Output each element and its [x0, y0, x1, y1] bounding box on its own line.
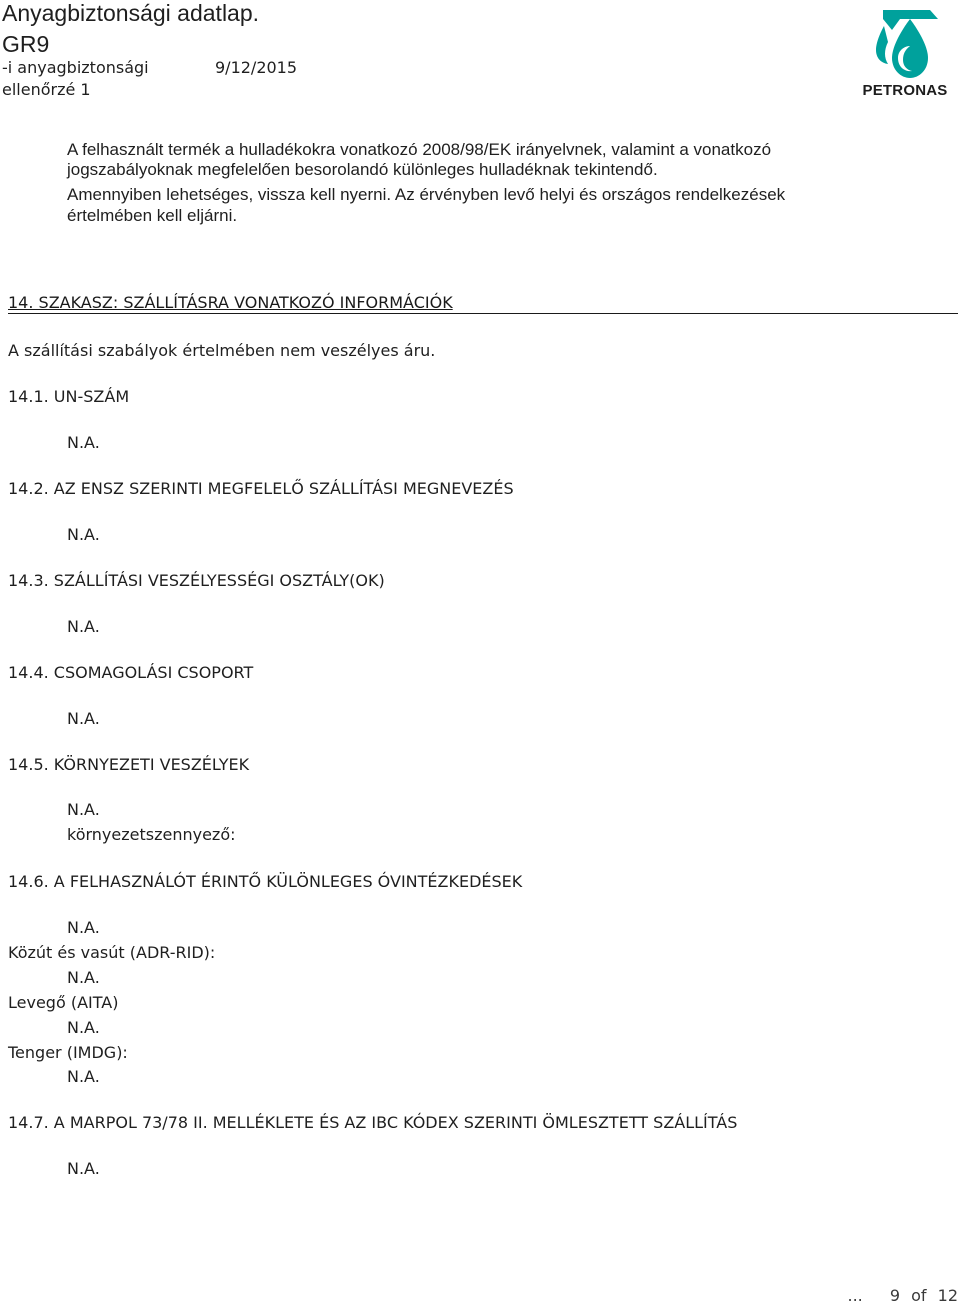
value-14-7: N.A. [67, 1159, 100, 1178]
product-code: GR9 [2, 31, 50, 57]
logo-wordmark: PETRONAS [862, 82, 948, 99]
petronas-drop-icon [862, 6, 948, 82]
value-14-5: N.A. [67, 800, 100, 819]
heading-14-3: 14.3. SZÁLLÍTÁSI VESZÉLYESSÉGI OSZTÁLY(OK) [8, 571, 385, 590]
sea-value: N.A. [67, 1067, 100, 1086]
section-14-title: 14. SZAKASZ: SZÁLLÍTÁSRA VONATKOZÓ INFORMÁCIÓK [8, 293, 958, 314]
sea-label: Tenger (IMDG): [8, 1043, 128, 1062]
road-rail-value: N.A. [67, 968, 100, 987]
page-total: 12 [937, 1286, 958, 1305]
document-title: Anyagbiztonsági adatlap. [2, 0, 260, 26]
page-ellipsis: ... [847, 1286, 863, 1305]
value-14-4: N.A. [67, 709, 100, 728]
value-14-6: N.A. [67, 918, 100, 937]
value-14-2: N.A. [67, 525, 100, 544]
pollutant-label: környezetszennyező: [67, 825, 236, 844]
revision-date: 9/12/2015 [215, 58, 298, 77]
page-indicator [847, 1286, 958, 1305]
disposal-line-1: A felhasznált termék a hulladékokra vonatkozó 2008/98/EK irányelvnek, valamint a vonatkozó [67, 140, 772, 159]
page-of-label: of [911, 1286, 927, 1305]
heading-14-2: 14.2. AZ ENSZ SZERINTI MEGFELELŐ SZÁLLÍTÁSI MEGNEVEZÉS [8, 479, 514, 498]
heading-14-1: 14.1. UN-SZÁM [8, 387, 130, 406]
heading-14-7: 14.7. A MARPOL 73/78 II. MELLÉKLETE ÉS AZ IBC KÓDEX SZERINTI ÖMLESZTETT SZÁLLÍTÁS [8, 1113, 738, 1132]
transport-intro: A szállítási szabályok értelmében nem veszélyes áru. [8, 341, 436, 360]
road-rail-label: Közút és vasút (ADR-RID): [8, 943, 216, 962]
disposal-line-4: értelmében kell eljárni. [67, 206, 238, 225]
heading-14-6: 14.6. A FELHASZNÁLÓT ÉRINTŐ KÜLÖNLEGES ÓVINTÉZKEDÉSEK [8, 872, 523, 891]
disposal-line-3: Amennyiben lehetséges, vissza kell nyerni. Az érvényben levő helyi és országos rendelkezések [67, 185, 786, 204]
heading-14-4: 14.4. CSOMAGOLÁSI CSOPORT [8, 663, 254, 682]
value-14-3: N.A. [67, 617, 100, 636]
petronas-logo [862, 6, 948, 98]
page-current: 9 [889, 1286, 901, 1305]
revision-label-line1: -i anyagbiztonsági [2, 58, 149, 77]
disposal-line-2: jogszabályoknak megfelelően besorolandó különleges hulladéknak tekintendő. [67, 160, 658, 179]
revision-label-line2: ellenőrzé 1 [2, 80, 91, 99]
air-label: Levegő (AITA) [8, 993, 119, 1012]
air-value: N.A. [67, 1018, 100, 1037]
value-14-1: N.A. [67, 433, 100, 452]
heading-14-5: 14.5. KÖRNYEZETI VESZÉLYEK [8, 755, 250, 774]
